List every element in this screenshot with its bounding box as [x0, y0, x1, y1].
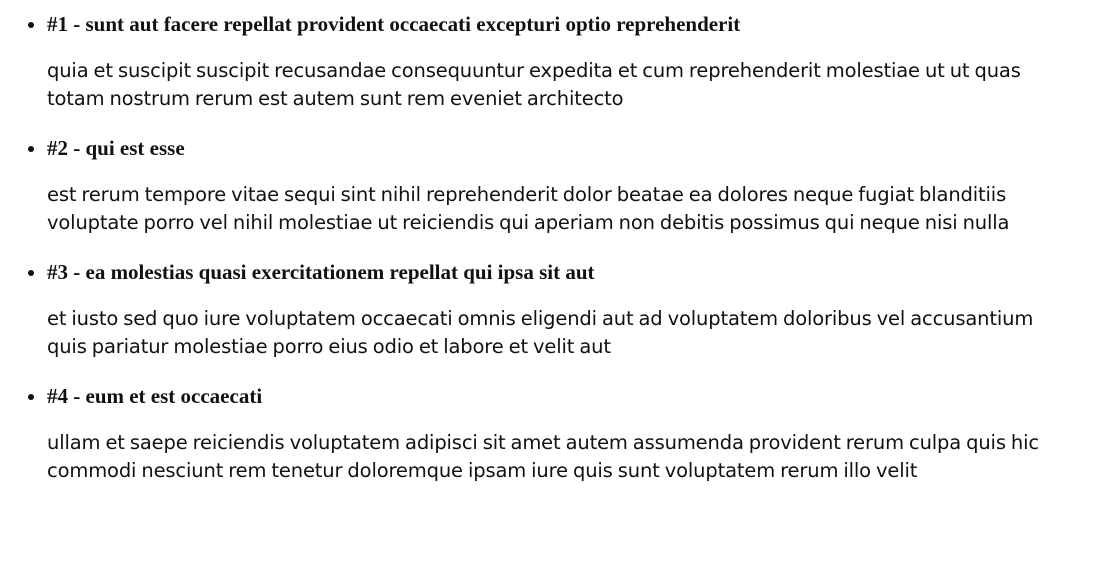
post-item	[47, 134, 1100, 237]
post-title: • #1 - sunt aut facere repellat provident occaecati excepturi optio reprehenderit	[47, 12, 741, 36]
post-title: • #2 - qui est esse	[47, 136, 185, 160]
post-body-line: voluptate porro vel nihil molestiae ut reiciendis qui aperiam non debitis possimus qui neque nisi nulla	[47, 211, 1010, 234]
post-item	[47, 382, 1100, 485]
post-item	[47, 258, 1100, 361]
post-title: • #3 - ea molestias quasi exercitationem repellat qui ipsa sit aut	[47, 260, 595, 284]
post-body-line: ullam et saepe reiciendis voluptatem adipisci sit amet autem assumenda provident rerum culpa quis hic	[47, 431, 1039, 454]
post-body-line: quis pariatur molestiae porro eius odio et labore et velit aut	[47, 335, 611, 358]
post-body-line: totam nostrum rerum est autem sunt rem eveniet architecto	[47, 87, 624, 110]
post-body-line: quia et suscipit suscipit recusandae consequuntur expedita et cum reprehenderit molestiae ut ut quas	[47, 59, 1021, 82]
post-item	[47, 10, 1100, 113]
post-title: • #4 - eum et est occaecati	[47, 384, 263, 408]
post-body	[47, 305, 1100, 361]
post-body-line: commodi nesciunt rem tenetur doloremque ipsam iure quis sunt voluptatem rerum illo velit	[47, 459, 918, 482]
post-body	[47, 181, 1100, 237]
post-body-line: est rerum tempore vitae sequi sint nihil reprehenderit dolor beatae ea dolores neque fugiat blanditiis	[47, 183, 1007, 206]
post-body	[47, 57, 1100, 113]
post-body	[47, 429, 1100, 485]
post-body-line: et iusto sed quo iure voluptatem occaecati omnis eligendi aut ad voluptatem doloribus vel accusantium	[47, 307, 1034, 330]
